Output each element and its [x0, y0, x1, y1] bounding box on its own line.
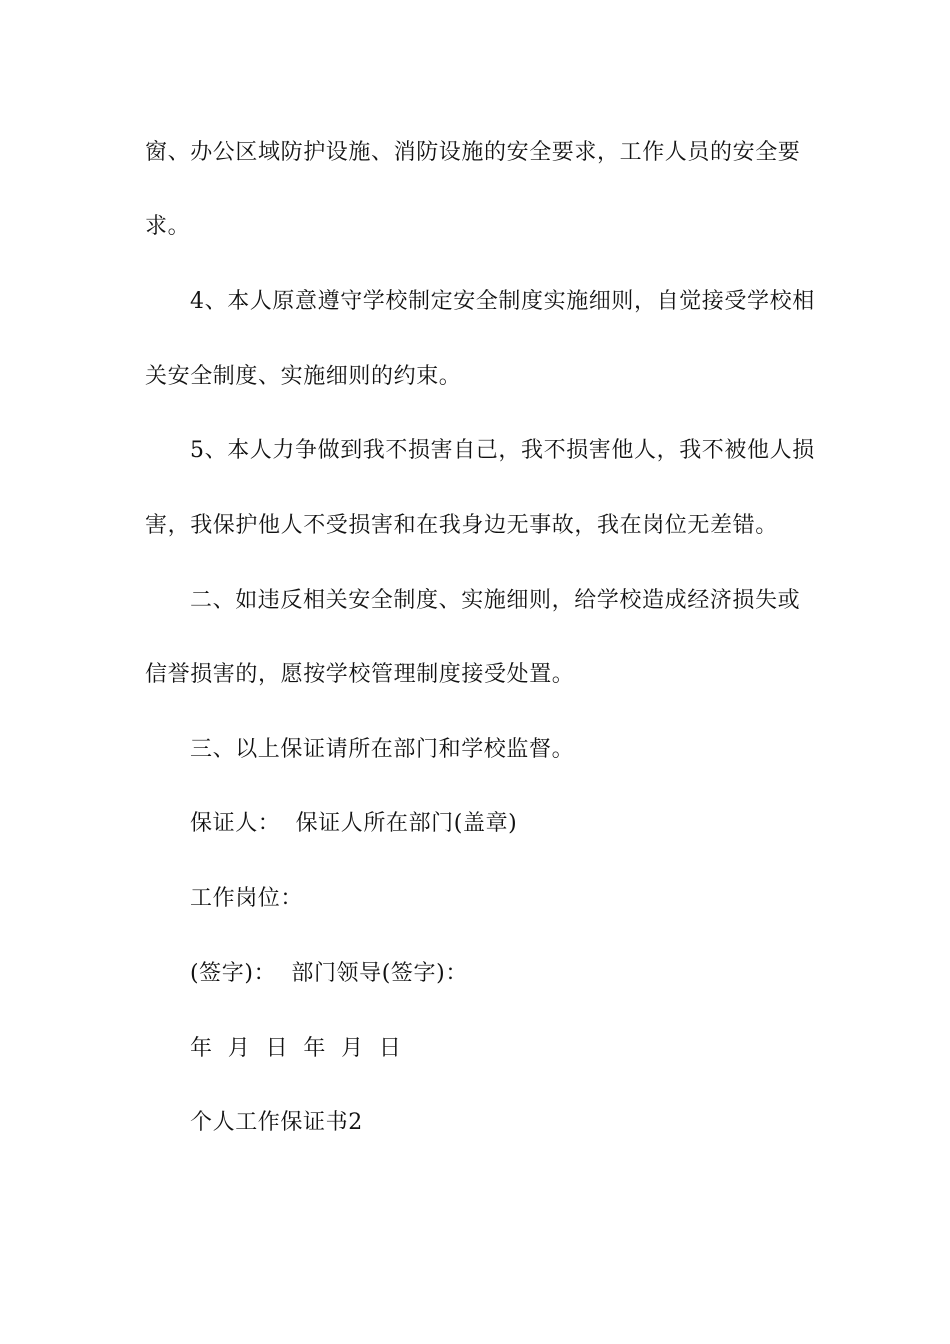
- paragraph-line: 5、本人力争做到我不损害自己，我不损害他人，我不被他人损: [190, 438, 815, 463]
- paragraph-line: 关安全制度、实施细则的约束。: [145, 364, 462, 389]
- date-line: 年 月 日 年 月 日: [190, 1036, 402, 1061]
- paragraph-line: 三、以上保证请所在部门和学校监督。: [190, 737, 575, 762]
- job-position-line: 工作岗位：: [190, 886, 304, 911]
- signature-line: (签字)： 部门领导(签字)：: [190, 961, 468, 986]
- paragraph-line: 二、如违反相关安全制度、实施细则，给学校造成经济损失或: [190, 588, 801, 613]
- guarantor-line: 保证人： 保证人所在部门(盖章): [190, 811, 518, 836]
- section-title: 个人工作保证书2: [190, 1110, 363, 1135]
- paragraph-line: 求。: [145, 214, 191, 239]
- paragraph-line: 窗、办公区域防护设施、消防设施的安全要求，工作人员的安全要: [145, 140, 801, 165]
- paragraph-line: 4、本人原意遵守学校制定安全制度实施细则，自觉接受学校相: [190, 289, 815, 314]
- paragraph-line: 害，我保护他人不受损害和在我身边无事故，我在岗位无差错。: [145, 513, 778, 538]
- paragraph-line: 信誉损害的，愿按学校管理制度接受处置。: [145, 662, 575, 687]
